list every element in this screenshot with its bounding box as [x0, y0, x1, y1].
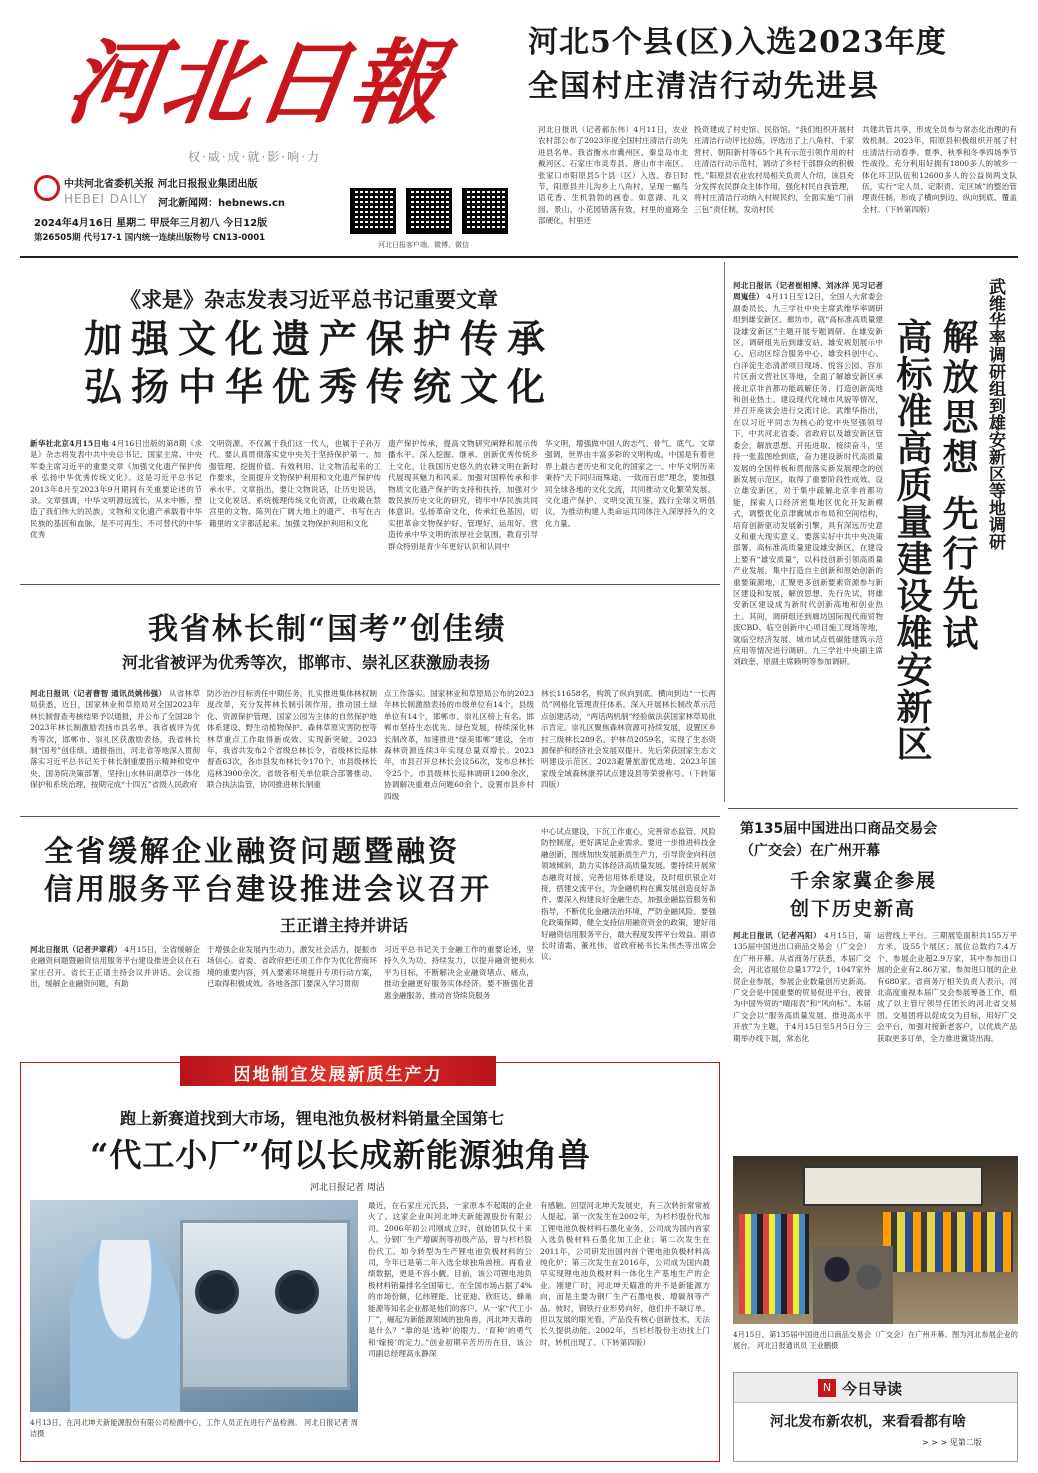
qiushi-col-2: 文明资源。不仅属于我们这一代人，也属于子孙万代。要认真贯彻落实党中央关于坚持保护第一、加强管理、挖掘价值、有效利用、让文物活起来的工作要求，全面提升文物保护利用和文化遗产保护传承水平。文章指出，要让文物说话，让历史说话，让文化说话。系统梳理传统文化资源，让收藏在禁宫里的文物、陈列在广阔大地上的遗产、书写在古籍里的文字都活起来。加强文物保护利用和文化	[209, 439, 381, 528]
glove-port	[275, 1270, 319, 1314]
qiushi-title-1[interactable]: 加强文化遗产保护传承	[84, 316, 555, 361]
divider	[724, 262, 725, 802]
xiongan-title-small[interactable]: 武维华率调研组到雄安新区等地调研	[985, 278, 1005, 550]
booth-visitors	[813, 1246, 893, 1324]
xiongan-title-big-2[interactable]: 高标准高质量建设雄安新区	[891, 318, 933, 762]
finance-col-3: 习近平总书记关于金融工作的重要论述，坚持久久为功、持续发力，以提升融资便利水平为目标，不断解决企业融资堵点、痛点，推动金融更好服务实体经济。要不断强化普惠金融服务，推动首贷续贷服务	[384, 945, 534, 1000]
lab-photo[interactable]	[30, 1200, 358, 1412]
masthead-slogan: 权·威·成·就·影·响·力	[188, 150, 321, 164]
canton-col-1	[733, 930, 871, 1148]
newprod-col-2: 有感触。回望河北坤天发展史，有三次转折常常被人提起。第一次发生在2002年，为杉杉股份代加工锂电池负极材料石墨化业务，公司成为国内首家入选负极材料石墨化加工企业；第二次发生在2011年，公司研发出国内首个锂电池负极材料高纯化炉；第三次发生在2016年，公司成为国内最早实现锂电池负极材料一体化生产基地生产的企业。刚建厂时，河北坤天瞄准的并不是新能源方向，而是主要为钢厂生产石墨电极、增碳剂等产品。彼时，钢铁行业形势向好，他们并不缺订单。但以发展的眼光看，产品没有核心创新技术，无法长久提供动能。2002年，当杉杉股份主动找上门时，转机出现了。（下转第四版）	[540, 1201, 710, 1347]
canton-title-3[interactable]: 千余家冀企参展	[790, 870, 938, 892]
divider	[20, 816, 720, 817]
finance-col-2: 于增强企业发展内生动力，激发社会活力，提振市场信心。省委、省政府把还项工作作为优化营商环境的重要内容，列入要素环境提升专项行动方案，已取得积极成效。各地各部门要深入学习贯彻	[207, 945, 377, 989]
lab-worker	[70, 1240, 180, 1412]
forestry-col-4: 林长11658名，构筑了纵向到底、横向到边“一长两员”网格化管理责任体系。深入开展林长制改革示范点创建活动，“两话两机制”经验做法获国家林草局批示肯定。崇礼区聚焦森林资源可持续发展，设置区乡村三级林长289名、护林员2059名，实现了生态资源保护和经济社会发展双提升。先后荣获国家生态文明建设示范区、2023避暑旅游优选地、2023年国家级全域森林康养试点建设县等荣誉称号。（下转第四版）	[541, 689, 716, 790]
masthead-website[interactable]: 河北新闻网：hebnews.cn	[158, 198, 285, 209]
glove-port	[195, 1270, 239, 1314]
divider	[728, 808, 1018, 809]
forestry-subtitle: 河北省被评为优秀等次，邯郸市、崇礼区获激励表扬	[122, 653, 491, 672]
canton-caption-text: 4月15日，第135届中国进出口商品交易会（广交会）在广州开幕。图为河北参展企业的展台。	[733, 1330, 1018, 1350]
canton-col-1-text: 4月15日，第135届中国进出口商品交易会（广交会）在广州开幕。从省商务厅获悉，本届广交会，河北省展位总量1772个，1047家外贸企业参展，参展企业数量创历史新高。广交会是中国重要的贸易促进平台，被誉为中国外贸的“晴雨表”和“风向标”。本届广交会以“服务高质量发展、推进高水平开放”为主题，于4月15日至5月5日分三期举办线下展，常态化	[733, 931, 871, 1043]
guide-headline[interactable]: 河北发布新农机，来看看都有啥	[770, 1414, 966, 1430]
forestry-col-1-text: 从省林草局获悉，近日，国家林业和草原局对全国2023年林长制督查考核结果予以通报，并公布了全国28个2023年林长制激励表扬市县名单，我省被评为优秀等次，邯郸市、崇礼区获激励表扬，我省林长制“国考”创佳绩。通报指出，河北省等地深入贯彻落实习近平总书记关于林长制重要指示精神和党中央、国务院决策部署，坚持山水林田湖草沙一体化保护和系统治理，按期完成“十四五”省级人民政府	[30, 689, 200, 790]
masthead-emblem-icon	[34, 175, 60, 201]
finance-col-4: 中心试点建设，下沉工作重心，完善常态监管、风险防控制度，更好满足企业需求。要进一步推进科技金融创新，围绕加快发展新质生产力，引导资金向科创领域倾斜，助力实体经济高质量发展。要持续开展常态融资对接，完善信用体系建设，及时组织银企对接，搭建交流平台，为金融机构在冀发展创造良好条件。要深入构建良好金融生态，加强金融监管服务和指导，不断优化金融法治环境，严防金融风险。要强化政策保障，健全支持信用融资资金的政策，建好用好融资信用服务平台，最大程度发挥平台效益。副省长时清霜、董兆伟，省政府秘书长朱伟杰等出席会议。	[541, 827, 716, 962]
masthead-english: HEBEI DAILY	[64, 192, 148, 206]
booth-clothes	[739, 1214, 809, 1314]
qiushi-col-1-text: 4月16日出版的第8期《求是》杂志将发表中共中央总书记、国家主席、中央军委主席习近平的重要文章《加强文化遗产保护传承 弘扬中华优秀传统文化》。这是习近平总书记2013年8月至2023年9月期间有关重要论述的节录。文章强调，中华文明源远流长，从未中断，塑造了我们伟大的民族。文物和文化遗产承载着中华民族的基因和血脉，是不可再生、不可替代的中华优秀	[30, 439, 202, 540]
qiushi-kicker: 《求是》杂志发表习近平总书记重要文章	[120, 287, 498, 312]
top-story-col-1: 河北日报讯（记者郝东伟）4月11日，农业农村部公布了2023年度全国村庄清洁行动先进县名单。我省衡水市冀州区、秦皇岛市北戴河区、石家庄市灵寿县、唐山市丰南区、张家口市阳原县5个县（区）入选。春日时节，阳原县井儿沟乡上八角村，呈现一幅鸟语花香、生机勃勃的画卷。如意湖、礼义园、景山、小花园错落有致，村里的道路全部硬化，村里还	[538, 125, 688, 226]
finance-title-2[interactable]: 信用服务平台建设推进会议召开	[44, 872, 493, 906]
canton-fair-photo[interactable]	[733, 1156, 1018, 1324]
finance-subtitle: 王正谱主持并讲话	[280, 916, 409, 935]
forestry-col-2: 防沙治沙目标责任中期任务，扎实推进集体林权制度改革，充分发挥林长制引领作用，推动国土绿化、资源保护管理、国家公园为主体的自然保护地体系建设、野生动植物保护、森林草原灾害防控等林草重点工作取得新成效、实现新突破。2023年，我省共发布2个省级总林长令，省级林长巡林督查63次，各市县发布林长令170个，市县级林长巡林3900余次。省级各相关单位联合部署推动、联合执法监管，协同推进林长制重	[207, 689, 377, 790]
guide-more-link[interactable]: > > > 见第二版	[922, 1438, 982, 1447]
guide-box[interactable]	[733, 1372, 1018, 1462]
qiushi-col-3: 遗产保护传承，提高文物研究阐释和展示传播水平。深入挖掘、继承、创新优秀传统乡土文化，让我国历史悠久的农耕文明在新时代展现其魅力和风采。加强对国粹传承和非物质文化遗产保护的支持和扶持，加强对少数民族历史文化的研究，铸牢中华民族共同体意识。弘扬革命文化，传承红色基因，切实把革命文物保护好、管理好、运用好。营造传承中华文明的浓厚社会氛围，教育引导群众特别是青少年更好认识和认同中	[388, 439, 538, 551]
qiushi-col-1	[30, 438, 202, 573]
finance-col-1-text: 4月15日，全省缓解企业融资问题暨融资信用服务平台建设推进会议在石家庄召开。省长王正谱主持会议并讲话。会议指出，缓解企业融资问题，有助	[30, 945, 200, 989]
xiongan-col-text: 4月11日至12日，全国人大常委会副委员长、九三学社中央主席武维华率调研组到雄安新区、廊坊市，就“高标准高质量建设雄安新区”主题开展专题调研。在雄安新区，调研组先后到雄安站、雄安规划展示中心、启动区综合服务中心、雄安科创中心、白洋淀生态清淤项目现场、悦容公园、容东片区南文营社区等地，全面了解雄安新区承接北京非首都功能疏解任务、打造创新高地和创业热土、建设现代化城市风貌等情况，并召开座谈会进行交流讨论。武维华指出，在以习近平同志为核心的党中央坚强领导下，中共河北省委、省政府以及雄安新区管委会，解放思想、开拓进取、接续奋斗，坚持一张蓝图绘到底，奋力建设新时代高质量发展的全国样板和贯彻落实新发展理念的创新发展示范区，取得了重要阶段性成效。设立雄安新区，对于集中疏解北京非首都功能，探索人口经济密集地区优化开发新模式，调整优化京津冀城市布局和空间结构，培育创新驱动发展新引擎，具有深远历史意义和重大现实意义。要落实好中共中央决策部署，高标准高质量建设雄安新区，在建设上要有“雄安质量”，以科技创新引领高质量产业发展，集中打造自主创新和原始创新的重要策源地，汇聚更多创新要素资源参与新区建设和发展，解放思想、先行先试，将雄安新区建设成为新时代创新高地和创业热土。其间，调研组还到廊坊国际现代商贸物流CBD、临空创新中心项目施工现场等地，就临空经济发展、城市试点低碳能建筑示范应用等情况进行调研。九三学社中央副主席刘政奎、原副主席赖明等参加调研。	[733, 292, 883, 667]
newprod-banner-text: 因地制宜发展新质生产力	[233, 1065, 443, 1085]
newprod-byline: 河北日报记者 周洁	[310, 1183, 385, 1193]
canton-caption-credit: 河北日报通讯员 王业鹏摄	[756, 1340, 839, 1350]
guide-header-bar	[734, 1373, 1017, 1403]
xiongan-col	[733, 280, 883, 804]
booth-clothes	[883, 1212, 1013, 1272]
qr-caption: 河北日报客户端、微博、微信	[378, 241, 469, 249]
qiushi-title-2[interactable]: 弘扬中华优秀传统文化	[84, 364, 555, 409]
top-story-title-2[interactable]: 全国村庄清洁行动先进县	[528, 69, 880, 104]
masthead-issue: 第26505期 代号17-1 国内统一连续出版物号 CN13-0001	[34, 233, 266, 243]
guide-header: 今日导读	[842, 1380, 903, 1398]
canton-col-2: 运营线上平台。三期展览面积共155万平方米，设55个展区；展位总数约7.4万个，参展企业超2.9万家，其中参加出口展的企业有2.86万家，参加进口展的企业有680家。省商务厅相关负责人表示，河北高度重视本届广交会参展筹备工作，组成了以主管厅领导任团长的河北省交易团。交易团将以促成交为目标，用好广交会平台，加强对接新老客户，以优质产品获取更多订单，全力推进冀货出海。	[877, 931, 1017, 1043]
qiushi-lead: 新华社北京4月15日电	[30, 439, 110, 448]
xiongan-lead: 河北日报讯（记者崔相博、刘冰洋 见习记者周嵬佳）	[733, 281, 883, 302]
qr-code-app[interactable]	[350, 188, 396, 234]
masthead	[28, 20, 518, 252]
masthead-logo: 河北日報	[60, 29, 452, 137]
qr-code-weibo[interactable]	[406, 188, 452, 234]
xiongan-title-big-1[interactable]: 解放思想 先行先试	[937, 318, 979, 655]
newprod-title[interactable]: “代工小厂”何以长成新能源独角兽	[90, 1136, 591, 1174]
top-story-col-2: 投资建成了村史馆、民俗馆。“我们组织开展村庄清洁行动评比拉练，评选出了上八角村、千家营村、朝阳新村等65个具有示范引领作用的村庄清洁行动示范村，调动了乡村干部群众的积极性。”阳原县农业农村局相关负责人介绍，该县充分发挥农民群众主体作用，强化村民自我管理，将村庄清洁行动纳入村规民约，全面实施“门前三包”责任制，发动村民	[694, 125, 854, 214]
masthead-date: 2024年4月16日 星期二 甲辰年三月初八 今日12版	[34, 218, 268, 229]
forestry-title[interactable]: 我省林长制“国考”创佳绩	[148, 612, 507, 647]
finance-lead: 河北日报讯（记者尹翠莉）	[30, 945, 122, 954]
forestry-col-3: 点工作落实。国家林业和草原局公布的2023年林长制激励表扬的市级单位有14个，县级单位有14个，邯郸市、崇礼区榜上有名。邯郸市坚持生态优先、绿色发展，持续深化林长制改革，加速推进“绿美邯郸”建设，全市森林资源连续3年实现总量双增长。2023年，市县召开总林长会议56次，发布总林长令25个。市县级林长巡林调研1200余次，协调解决重难点问题60余个。设置市县乡村四级	[384, 689, 534, 801]
divider	[20, 256, 1018, 258]
lab-photo-caption	[30, 1418, 358, 1452]
guide-icon: N	[818, 1379, 836, 1397]
masthead-party-line: 中共河北省委机关报 河北日报报业集团出版	[64, 179, 258, 190]
top-story-col-3: 共建共管共享，形成全员参与常态化治理的有效机制。2023年，阳原县积极组织开展了村庄清洁行动春季、夏季、秋季和冬季四场季节性战役。充分利用好拥有1800多人的城乡一体化环卫队伍和12600多人的公益岗两支队伍，实行“定人员、定职责、定区域”的整治管理责任制，形成了横向到边、纵向到底、覆盖全村。（下转第四版）	[862, 125, 1017, 214]
canton-lead: 河北日报讯（记者冯阳）	[733, 931, 822, 940]
divider	[20, 584, 720, 585]
canton-title-2[interactable]: （广交会）在广州开幕	[740, 843, 880, 859]
finance-title-1[interactable]: 全省缓解企业融资问题暨融资	[44, 834, 461, 868]
newprod-col-1: 最近，在石家庄元氏县，一家原本不起眼的企业火了。这家企业叫河北坤天新能源股份有限公司。2006年初公司刚成立时，创始团队仅十来人，分钢厂生产增碳剂等初级产品，曾与杉杉股份代工。如今转型为生产锂电池负极材料的公司，今年已是第二年入选全球独角兽榜。再看业绩数据，更是不容小觑。目前，该公司锂电池负极材料销量排名全国第七，在全国市场占据了4%的市场份额，亿纬锂能、比亚迪、欣旺达、蜂巢能源等知名企业都是他们的客户。从一家“代工小厂”，崛起为新能源领域的独角兽，河北坤天靠的是什么？“靠的是‘选种’的眼力、‘育种’的勇气和‘嫁接’的定力。”创业初期辛苦历历在目，该公司副总经理高永静深	[368, 1201, 532, 1359]
newprod-kicker: 跑上新赛道找到大市场，锂电池负极材料销量全国第七	[120, 1109, 505, 1128]
qr-code-wechat[interactable]	[462, 188, 508, 234]
forestry-col-1	[30, 688, 200, 810]
newprod-banner	[180, 1056, 496, 1086]
canton-title-1[interactable]: 第135届中国进出口商品交易会	[740, 821, 938, 837]
forestry-lead: 河北日报讯（记者曹智 通讯员姚伟强）	[30, 689, 167, 698]
canton-title-4[interactable]: 创下历史新高	[790, 898, 917, 920]
finance-col-1	[30, 944, 200, 1038]
top-story-title-1[interactable]: 河北5个县(区)入选2023年度	[528, 25, 947, 60]
canton-photo-caption	[733, 1330, 1018, 1358]
booth-banner	[803, 1166, 983, 1206]
lab-caption-credit: 河北日报记者 周 洁摄	[30, 1418, 358, 1438]
lab-caption-text: 4月13日，在河北坤天新能源股份有限公司检测中心，工作人员正在进行产品检测。	[30, 1418, 302, 1427]
qiushi-col-4: 华文明，增强做中国人的志气、骨气、底气。文章强调，世界由丰富多彩的文明构成，中国是有着世界上最古老历史和文化的国家之一。中华文明历来秉持“天下同归而殊途、一致而百虑”理念，要加强同全球各地的文化交流，共同推动文化繁荣发展、文化遗产保护、文明交流互鉴，践行全球文明倡议，为推动构建人类命运共同体注入深厚持久的文化力量。	[545, 439, 715, 528]
